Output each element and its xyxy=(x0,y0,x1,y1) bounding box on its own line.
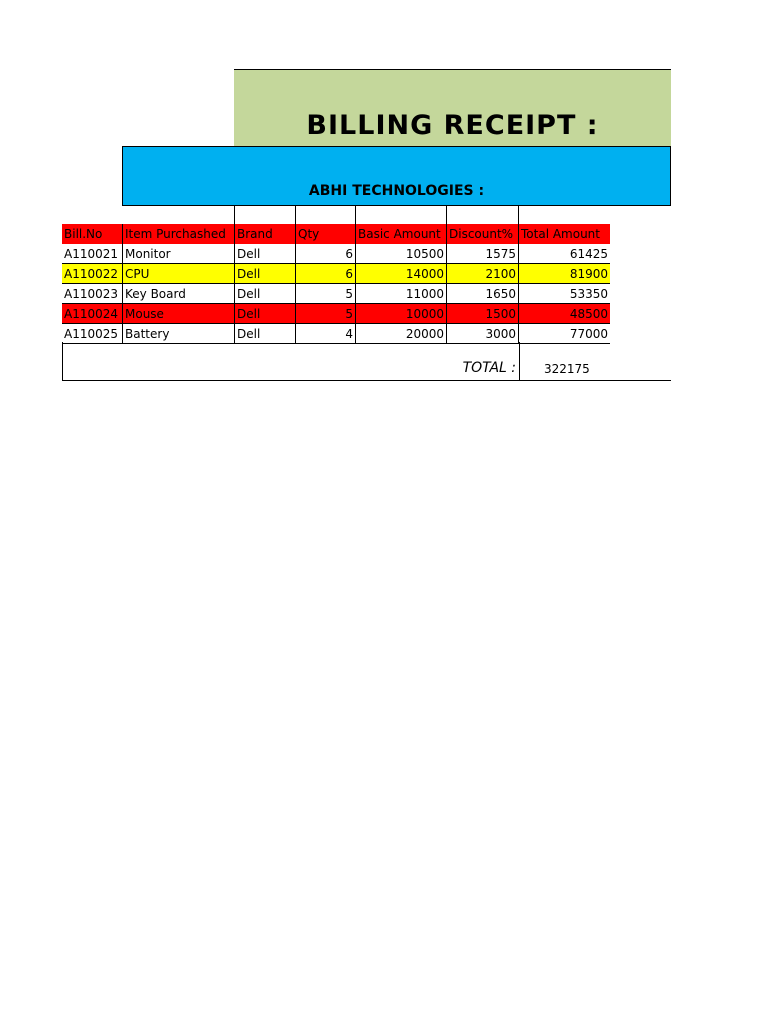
table-row xyxy=(62,264,610,284)
qty-cell: 6 xyxy=(296,244,356,264)
table-row xyxy=(62,244,610,264)
total-divider xyxy=(519,342,520,381)
spacer-line xyxy=(355,206,356,224)
table-row xyxy=(62,304,610,324)
spacer-line xyxy=(234,206,235,224)
header-basic-amount: Basic Amount xyxy=(356,224,447,244)
basic-amount-cell: 20000 xyxy=(356,324,447,344)
discount-cell: 1575 xyxy=(447,244,519,264)
table-row xyxy=(62,324,610,344)
total-amount-cell: 77000 xyxy=(519,324,610,344)
bill-no-cell: A110021 xyxy=(62,244,123,264)
spacer-line xyxy=(518,206,519,224)
company-banner xyxy=(122,146,671,206)
bill-no-cell: A110023 xyxy=(62,284,123,304)
header-total-amount: Total Amount xyxy=(521,227,600,241)
qty-cell: 5 xyxy=(296,304,356,324)
bill-no-cell: A110024 xyxy=(62,304,123,324)
total-amount-cell: 53350 xyxy=(519,284,610,304)
item-cell: Battery xyxy=(123,324,235,344)
receipt-title: BILLING RECEIPT : xyxy=(306,110,599,141)
table-row xyxy=(62,284,610,304)
qty-cell: 4 xyxy=(296,324,356,344)
basic-amount-cell: 14000 xyxy=(356,264,447,284)
brand-cell: Dell xyxy=(235,324,296,344)
title-banner xyxy=(234,69,671,147)
discount-cell: 1500 xyxy=(447,304,519,324)
bill-no-cell: A110022 xyxy=(62,264,123,284)
header-discount: Discount% xyxy=(447,224,519,244)
header-item: Item Purchashed xyxy=(123,224,235,244)
discount-cell: 1650 xyxy=(447,284,519,304)
header-bill-no: Bill.No xyxy=(62,224,123,244)
total-amount-cell: 48500 xyxy=(519,304,610,324)
brand-cell: Dell xyxy=(235,304,296,324)
bill-no-cell: A110025 xyxy=(62,324,123,344)
basic-amount-cell: 11000 xyxy=(356,284,447,304)
total-label: TOTAL : xyxy=(462,360,516,376)
brand-cell: Dell xyxy=(235,244,296,264)
qty-cell: 5 xyxy=(296,284,356,304)
total-amount-cell: 81900 xyxy=(519,264,610,284)
discount-cell: 2100 xyxy=(447,264,519,284)
table-header-row xyxy=(62,224,610,244)
basic-amount-cell: 10000 xyxy=(356,304,447,324)
item-cell: CPU xyxy=(123,264,235,284)
item-cell: Key Board xyxy=(123,284,235,304)
header-brand: Brand xyxy=(235,224,296,244)
item-cell: Mouse xyxy=(123,304,235,324)
spacer-line xyxy=(446,206,447,224)
basic-amount-cell: 10500 xyxy=(356,244,447,264)
spacer-line xyxy=(295,206,296,224)
qty-cell: 6 xyxy=(296,264,356,284)
company-name: ABHI TECHNOLOGIES : xyxy=(308,183,485,199)
total-amount-cell: 61425 xyxy=(519,244,610,264)
brand-cell: Dell xyxy=(235,264,296,284)
item-cell: Monitor xyxy=(123,244,235,264)
discount-cell: 3000 xyxy=(447,324,519,344)
total-value: 322175 xyxy=(544,362,590,376)
brand-cell: Dell xyxy=(235,284,296,304)
header-qty: Qty xyxy=(296,224,356,244)
